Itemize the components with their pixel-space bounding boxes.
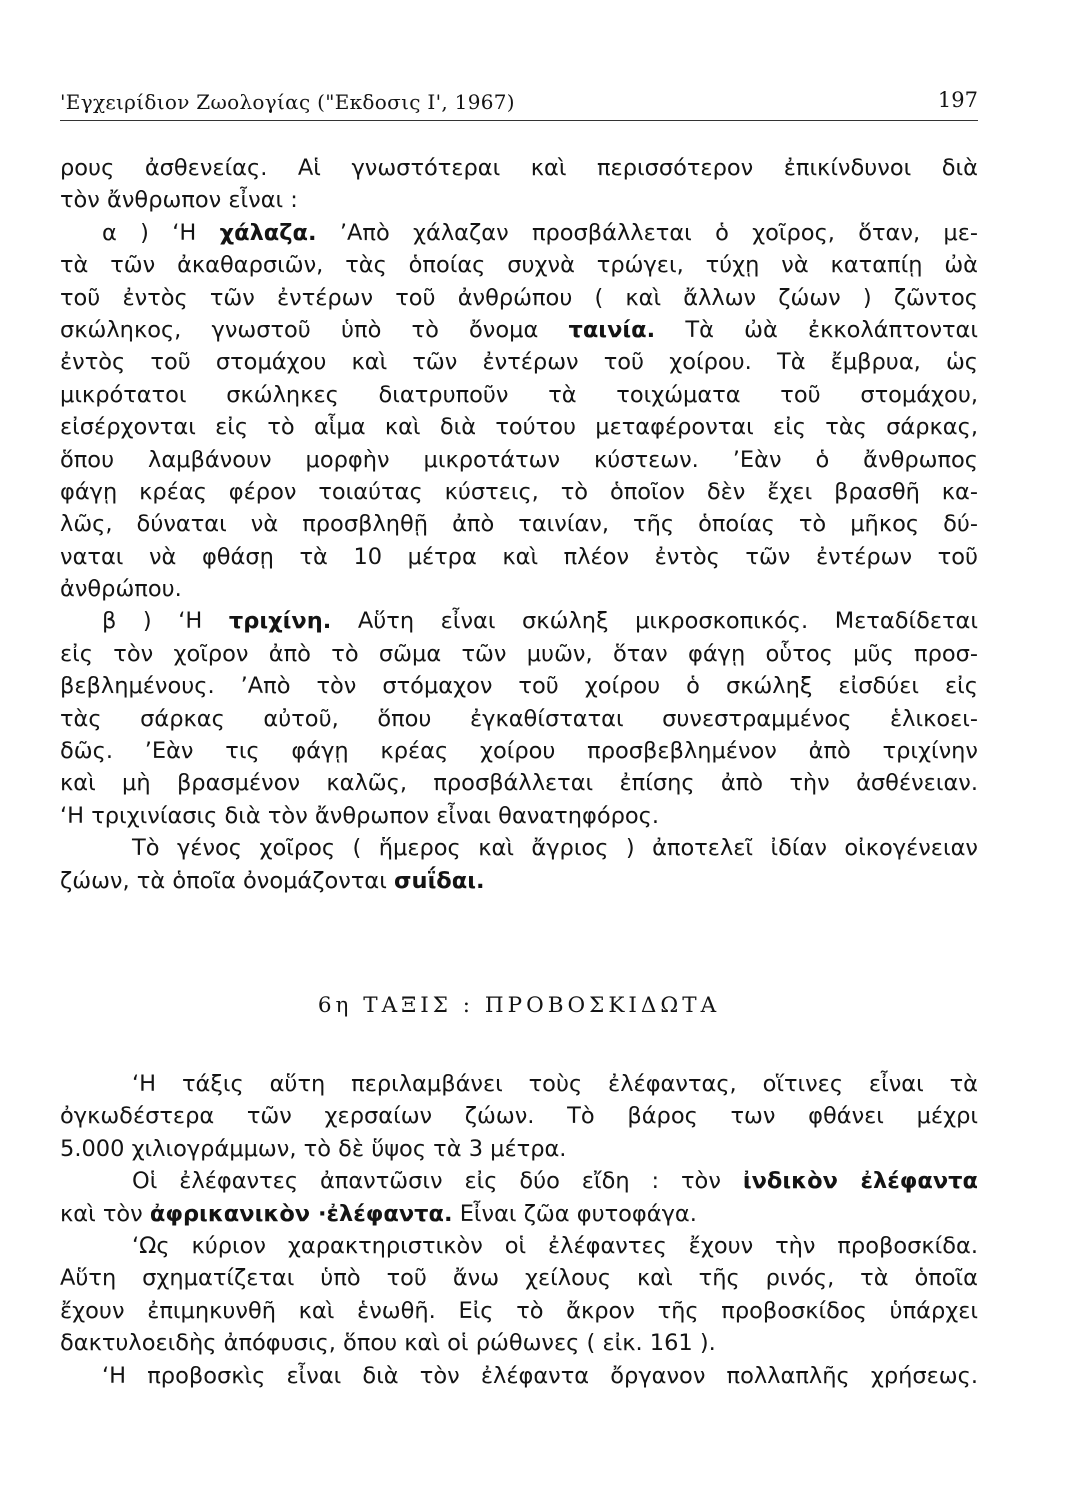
main-text-block [60, 152, 978, 897]
term-suidai: σuΐδαι. [393, 867, 485, 894]
text-line: 5.000 χιλιογράμμων, τὸ δὲ ὕψος τὰ 3 μέτρα. [60, 1135, 567, 1162]
text-line: δῶς. ’Εὰν τις φάγῃ κρέας χοίρου προσβεβλημένον ἀπὸ τριχίνην [60, 738, 978, 765]
term-african-elephant: ἀφρικανικὸν ·ἐλέφαντα. [149, 1200, 453, 1227]
text-line: ζώων, τὰ ὁποῖα ὀνομάζονται σuΐδαι. [60, 867, 485, 894]
text-line: τοῦ ἐντὸς τῶν ἐντέρων τοῦ ἀνθρώπου ( καὶ ἄλλων ζώων ) ζῶντος [60, 284, 978, 311]
text-line: ναται νὰ φθάσῃ τὰ 10 μέτρα καὶ πλέον ἐντὸς τῶν ἐντέρων τοῦ [60, 543, 978, 570]
text-line: ‘Η προβοσκὶς εἶναι διὰ τὸν ἐλέφαντα ὄργανον πολλαπλῆς χρήσεως. [102, 1362, 978, 1389]
text-line: ὀγκωδέστερα τῶν χερσαίων ζώων. Τὸ βάρος των φθάνει μέχρι [60, 1103, 978, 1130]
text-line: Οἱ ἐλέφαντες ἀπαντῶσιν εἰς δύο εἴδη : τὸν ἰνδικὸν ἐλέφαντα [132, 1168, 978, 1195]
text-line: εἰσέρχονται εἰς τὸ αἷμα καὶ διὰ τούτου μεταφέρονται εἰς τὰς σάρκας, [60, 414, 978, 441]
text-line: σκώληκος, γνωστοῦ ὑπὸ τὸ ὄνομα ταινία. Τὰ ὠὰ ἐκκολάπτονται [60, 316, 978, 343]
text-line: ἀνθρώπου. [60, 576, 182, 603]
text-line: τὰ τῶν ἀκαθαρσιῶν, τὰς ὁποίας συχνὰ τρώγει, τύχῃ νὰ καταπίῃ ὠὰ [60, 252, 978, 279]
text-line: ρους ἀσθενείας. Αἱ γνωστότεραι καὶ περισσότερον ἐπικίνδυνοι διὰ [60, 155, 978, 181]
text-line: ‘Ως κύριον χαρακτηριστικὸν οἱ ἐλέφαντες ἔχουν τὴν προβοσκίδα. [132, 1232, 978, 1259]
text-line: ἔχουν ἐπιμηκυνθῆ καὶ ἑνωθῆ. Εἰς τὸ ἄκρον τῆς προβοσκίδος ὑπάρχει [60, 1297, 978, 1324]
section-text-block [60, 1068, 978, 1392]
text-line: ‘Η τάξις αὕτη περιλαμβάνει τοὺς ἐλέφαντας, οἵτινες εἶναι τὰ [132, 1071, 978, 1097]
term-tainia: ταινία. [568, 316, 656, 343]
header-title: 'Εγχειρίδιον Ζωολογίας ("Εκδοσις Ι', 1967) [60, 90, 515, 114]
text-line: λῶς, δύναται νὰ προσβληθῇ ἀπὸ ταινίαν, τῆς ὁποίας τὸ μῆκος δύ- [60, 511, 978, 538]
text-line: δακτυλοειδὴς ἀπόφυσις, ὅπου καὶ οἱ ρώθωνες ( εἰκ. 161 ). [60, 1330, 716, 1357]
text-line: ὅπου λαμβάνουν μορφὴν μικροτάτων κύστεων. ’Εὰν ὁ ἄνθρωπος [60, 446, 978, 473]
page-number: 197 [937, 88, 978, 112]
text-line: τὰς σάρκας αὐτοῦ, ὅπου ἐγκαθίσταται συνεστραμμένος ἑλικοει- [60, 705, 978, 732]
term-halaza: χάλαζα. [219, 219, 317, 246]
text-line: καὶ τὸν ἀφρικανικὸν ·ἐλέφαντα. Εἶναι ζῶα φυτοφάγα. [60, 1200, 697, 1227]
text-line: ‘Η τριχινίασις διὰ τὸν ἄνθρωπον εἶναι θανατηφόρος. [60, 802, 659, 829]
section-heading: 6η ΤΑΞΙΣ : ΠΡΟΒΟΣΚΙΔΩΤΑ [317, 993, 721, 1018]
text-line: εἰς τὸν χοῖρον ἀπὸ τὸ σῶμα τῶν μυῶν, ὅταν φάγῃ οὗτος μῦς προσ- [60, 640, 978, 667]
text-line: τὸν ἄνθρωπον εἶναι : [60, 187, 298, 214]
text-line: μικρότατοι σκώληκες διατρυποῦν τὰ τοιχώματα τοῦ στομάχου, [60, 381, 978, 408]
text-line: Τὸ γένος χοῖρος ( ἥμερος καὶ ἄγριος ) ἀποτελεῖ ἰδίαν οἰκογένειαν [132, 835, 978, 862]
text-line: Αὕτη σχηματίζεται ὑπὸ τοῦ ἄνω χείλους καὶ τῆς ρινός, τὰ ὁποῖα [60, 1265, 978, 1292]
text-line: βεβλημένους. ’Απὸ τὸν στόμαχον τοῦ χοίρου ὁ σκώληξ εἰσδύει εἰς [60, 673, 978, 700]
text-line: φάγῃ κρέας φέρον τοιαύτας κύστεις, τὸ ὁποῖον δὲν ἔχει βρασθῆ κα- [60, 478, 978, 505]
text-line: καὶ μὴ βρασμένον καλῶς, προσβάλλεται ἐπίσης ἀπὸ τὴν ἀσθένειαν. [60, 770, 978, 797]
term-indian-elephant: ἰνδικὸν ἐλέφαντα [742, 1168, 978, 1195]
text-line: β ) ‘Η τριχίνη. Αὕτη εἶναι σκώληξ μικροσκοπικός. Μεταδίδεται [102, 608, 978, 635]
term-trichini: τριχίνη. [228, 608, 332, 635]
text-line: α ) ‘Η χάλαζα. ’Απὸ χάλαζαν προσβάλλεται ὁ χοῖρος, ὅταν, με- [102, 219, 978, 246]
page-header [60, 88, 978, 121]
text-line: ἐντὸς τοῦ στομάχου καὶ τῶν ἐντέρων τοῦ χοίρου. Τὰ ἔμβρυα, ὡς [60, 349, 978, 376]
